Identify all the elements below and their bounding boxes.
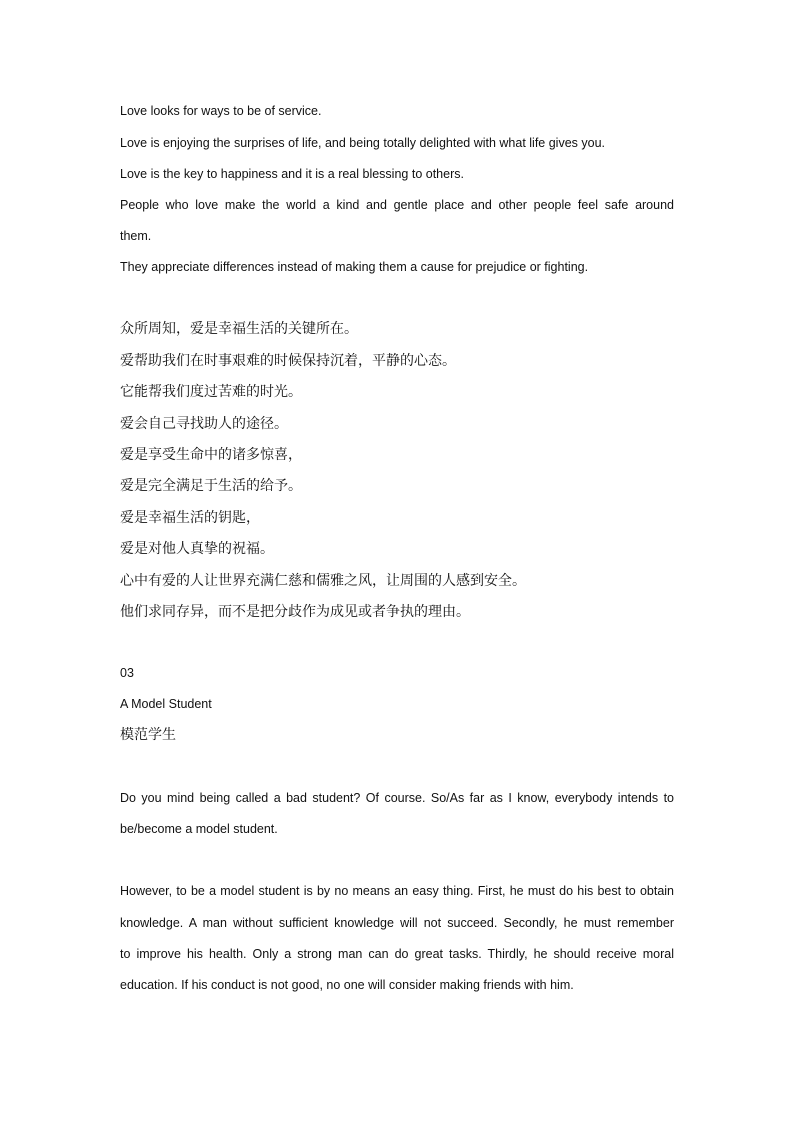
paragraph-2-line-1: However, to be a model student is by no means an easy thing. First, he must do his best to obtain (120, 884, 674, 898)
english-line-3: Love is the key to happiness and it is a real blessing to others. (120, 167, 464, 181)
chinese-line-8: 爱是对他人真挚的祝福。 (120, 541, 274, 557)
chinese-line-4: 爱会自己寻找助人的途径。 (120, 416, 288, 432)
chinese-line-9: 心中有爱的人让世界充满仁慈和儒雅之风，让周围的人感到安全。 (120, 573, 526, 589)
chinese-line-6: 爱是完全满足于生活的给予。 (120, 478, 302, 494)
english-line-5: them. (120, 229, 152, 243)
chinese-line-10: 他们求同存异，而不是把分歧作为成见或者争执的理由。 (120, 604, 470, 620)
english-line-2: Love is enjoying the surprises of life, and being totally delighted with what life gives you. (120, 136, 606, 150)
paragraph-1-line-2: be/become a model student. (120, 822, 278, 836)
chinese-line-2: 爱帮助我们在时事艰难的时候保持沉着，平静的心态。 (120, 353, 456, 369)
chinese-line-5: 爱是享受生命中的诸多惊喜， (120, 447, 302, 463)
section-title-en: A Model Student (120, 697, 212, 711)
paragraph-2-line-3: to improve his health. Only a strong man can do great tasks. Thirdly, he should receive moral (120, 947, 674, 961)
section-title-cn: 模范学生 (120, 727, 176, 743)
english-line-4: People who love make the world a kind and gentle place and other people feel safe around (120, 198, 674, 212)
english-line-6: They appreciate differences instead of making them a cause for prejudice or fighting. (120, 260, 589, 274)
paragraph-2-line-2: knowledge. A man without sufficient knowledge will not succeed. Secondly, he must remember (120, 916, 674, 930)
section-number: 03 (120, 666, 134, 680)
paragraph-2-line-4: education. If his conduct is not good, no one will consider making friends with him. (120, 978, 574, 992)
chinese-line-1: 众所周知，爱是幸福生活的关键所在。 (120, 321, 358, 337)
chinese-line-7: 爱是幸福生活的钥匙， (120, 510, 260, 526)
english-line-1: Love looks for ways to be of service. (120, 104, 322, 118)
chinese-line-3: 它能帮我们度过苦难的时光。 (120, 384, 302, 400)
paragraph-1-line-1: Do you mind being called a bad student? Of course. So/As far as I know, everybody intends to (120, 791, 674, 805)
